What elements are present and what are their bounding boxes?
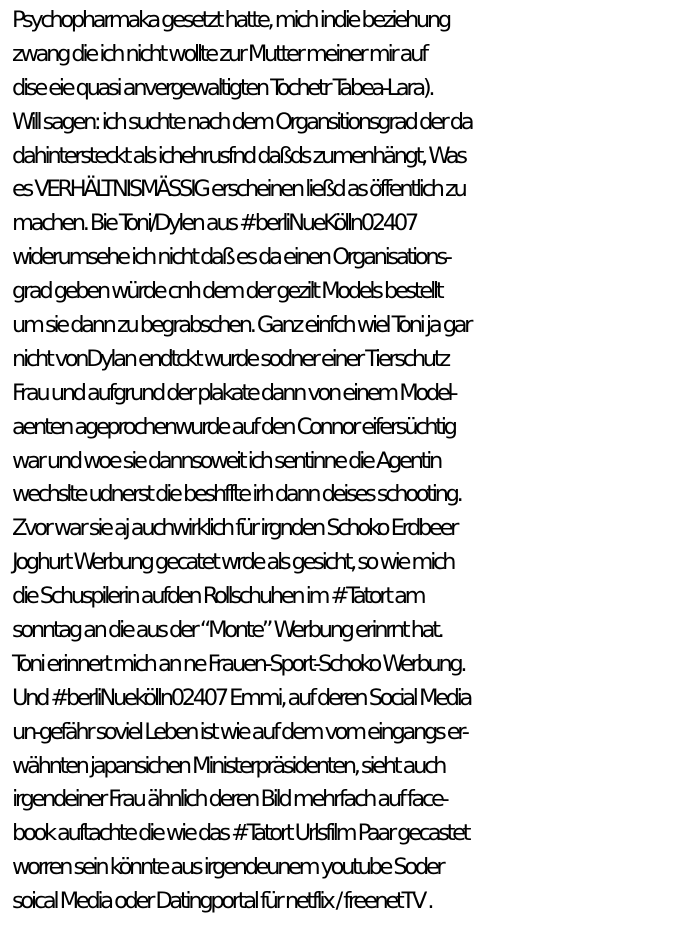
text-line: Frau und aufgrund der plakate dann von einem Model- — [12, 379, 456, 406]
text-line: grad geben würde cnh dem der gezilt Models bestellt — [12, 278, 442, 305]
text-line: wähnten japansichen Ministerpräsidenten, sieht auch — [12, 752, 445, 779]
text-line: um sie dann zu begrabschen. Ganz einfch wiel Toni ja gar — [12, 312, 471, 339]
text-line: sonntag an die aus der “Monte” Werbung erinrnt hat. — [12, 617, 442, 644]
text-line: die Schuspilerin aufden Rollschuhen im #Tatort am — [12, 583, 424, 610]
text-line: worren sein könnte aus irgendeunem youtube Soder — [12, 854, 443, 881]
text-line: war und woe sie dannsoweit ich sentinne die Agentin — [12, 447, 440, 474]
text-line: Zvor war sie aj auchwirklich für irgnden Schoko Erdbeer — [12, 515, 457, 542]
text-line: soical Media oder Datingportal für netflix / freenetTV . — [12, 888, 432, 915]
text-line: es VERHÄLTNISMÄSSIG erscheinen ließd as öffentlich zu — [12, 176, 465, 203]
text-line: Und #berliNuekölln02407 Emmi, auf deren Social Media — [12, 684, 471, 711]
text-line: widerumsehe ich nicht daß es da einen Organisations- — [12, 244, 450, 271]
text-line: nicht vonDylan endtckt wurde sodner einer Tierschutz — [12, 345, 448, 372]
text-line: dise eie quasi anvergewaltigten Tochetr Tabea-Lara). — [12, 74, 433, 101]
text-line: dahintersteckt als ichehrusfnd daßds zumenhängt, Was — [12, 142, 465, 169]
text-line: un-gefähr soviel Leben ist wie auf dem vom eingangs er- — [12, 718, 467, 745]
body-text — [12, 4, 680, 919]
text-line: Joghurt Werbung gecatet wrde als gesicht, so wie mich — [12, 549, 454, 576]
text-line: aenten ageprochenwurde auf den Connor eifersüchtig — [12, 413, 455, 440]
text-line: irgendeiner Frau ähnlich deren Bild mehrfach auf face- — [12, 786, 447, 813]
text-line: machen. Bie Toni/Dylen aus #berliNueKölln02407 — [12, 210, 416, 237]
text-line: zwang die ich nicht wollte zur Mutter meiner mir auf — [12, 40, 426, 67]
text-line: Will sagen: ich suchte nach dem Organsitionsgrad der da — [12, 108, 472, 135]
text-line: Toni erinnert mich an ne Frauen-Sport-Schoko Werbung. — [12, 650, 465, 677]
text-line: book auftachte die wie das #Tatort Urlsfilm Paar gecastet — [12, 820, 469, 847]
text-line: wechslte udnerst die beshffte irh dann deises schooting. — [12, 481, 461, 508]
text-line: Psychopharmaka gesetzt hatte, mich indie beziehung — [12, 7, 449, 33]
